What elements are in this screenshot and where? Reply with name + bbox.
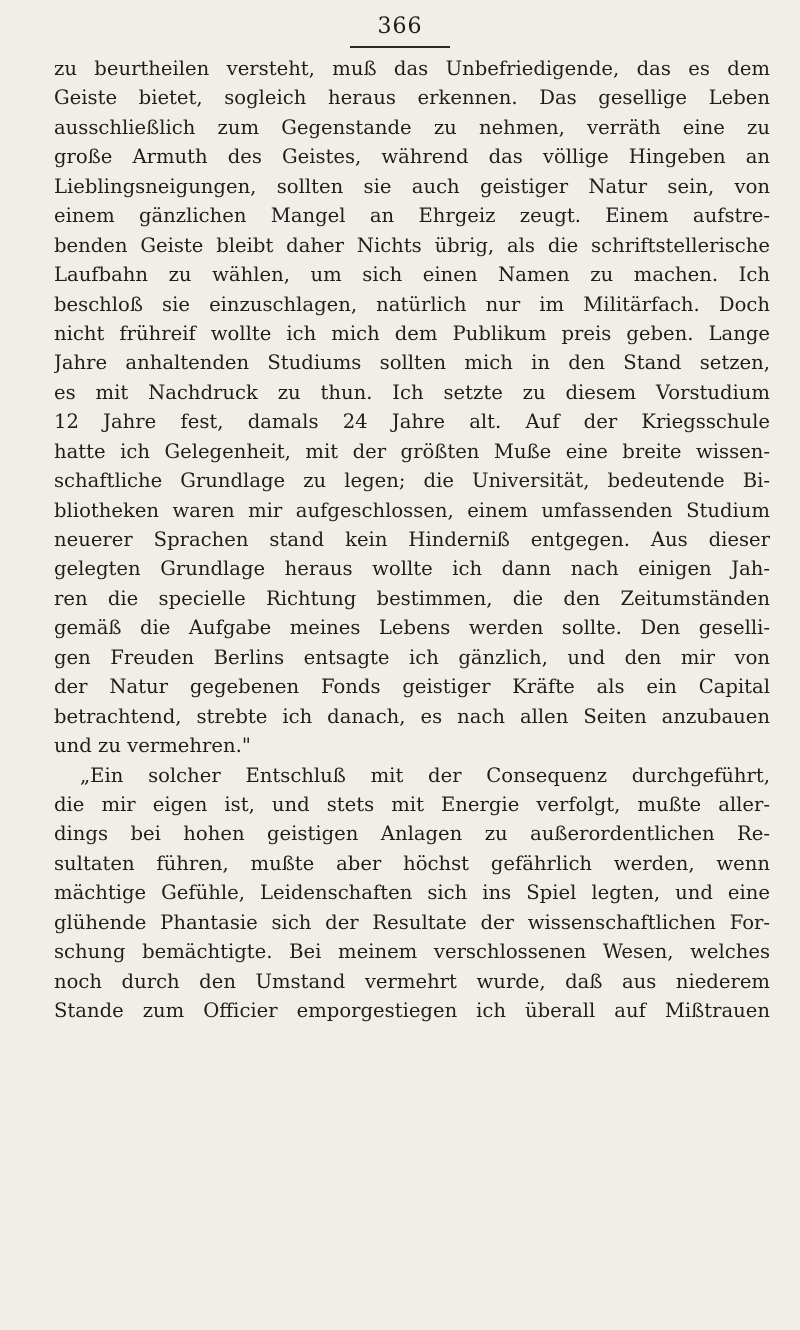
text-line: es mit Nachdruck zu thun. Ich setzte zu diesem Vorstudium <box>54 380 770 404</box>
text-line: neuerer Sprachen stand kein Hinderniß entgegen. Aus dieser <box>54 528 770 551</box>
text-line: hatte ich Gelegenheit, mit der größten Muße eine breite wissen- <box>54 439 770 463</box>
text-line: Laufbahn zu wählen, um sich einen Namen zu machen. Ich <box>54 263 770 287</box>
text-line: der Natur gegebenen Fonds geistiger Kräfte als ein Capital <box>54 675 770 699</box>
text-line: betrachtend, strebte ich danach, es nach allen Seiten anzubauen <box>54 704 770 728</box>
text-line: die mir eigen ist, und stets mit Energie verfolgt, mußte aller- <box>54 792 770 816</box>
text-line: 12 Jahre fest, damals 24 Jahre alt. Auf der Kriegsschule <box>54 410 770 434</box>
text-line: noch durch den Umstand vermehrt wurde, daß aus niederem <box>54 969 770 993</box>
text-line: gelegten Grundlage heraus wollte ich dann nach einigen Jah- <box>54 557 770 581</box>
text-line: glühende Phantasie sich der Resultate der wissenschaftlichen For- <box>54 910 770 934</box>
text-line: mächtige Gefühle, Leidenschaften sich ins Spiel legten, und eine <box>54 881 770 905</box>
text-line: gemäß die Aufgabe meines Lebens werden sollte. Den geselli- <box>54 616 770 640</box>
text-line: „Ein solcher Entschluß mit der Consequenz durchgeführt, <box>80 763 770 787</box>
text-line: Stande zum Officier emporgestiegen ich überall auf Mißtrauen <box>54 999 770 1022</box>
text-line: schaftliche Grundlage zu legen; die Universität, bedeutende Bi- <box>54 469 770 493</box>
page-number-underline <box>350 46 450 48</box>
body-text <box>54 54 770 1025</box>
text-line: Lieblingsneigungen, sollten sie auch geistiger Natur sein, von <box>54 174 770 198</box>
page-number: 366 <box>377 14 423 39</box>
text-line: benden Geiste bleibt daher Nichts übrig, als die schriftstellerische <box>54 233 770 257</box>
text-line: schung bemächtigte. Bei meinem verschlossenen Wesen, welches <box>54 940 770 964</box>
text-line: Geiste bietet, sogleich heraus erkennen. Das gesellige Leben <box>54 86 770 110</box>
text-line: ren die specielle Richtung bestimmen, die den Zeitumständen <box>54 586 770 610</box>
text-line: gen Freuden Berlins entsagte ich gänzlich, und den mir von <box>54 645 770 669</box>
text-line: ausschließlich zum Gegenstande zu nehmen, verräth eine zu <box>54 115 770 139</box>
text-line: und zu vermehren." <box>54 734 251 758</box>
text-line: sultaten führen, mußte aber höchst gefährlich werden, wenn <box>54 851 770 875</box>
text-line: beschloß sie einzuschlagen, natürlich nur im Militärfach. Doch <box>54 292 770 316</box>
text-line: Jahre anhaltenden Studiums sollten mich in den Stand setzen, <box>54 351 770 375</box>
text-line: dings bei hohen geistigen Anlagen zu außerordentlichen Re- <box>54 822 770 846</box>
text-line: nicht frühreif wollte ich mich dem Publikum preis geben. Lange <box>54 321 770 345</box>
text-line: große Armuth des Geistes, während das völlige Hingeben an <box>54 145 770 169</box>
text-line: einem gänzlichen Mangel an Ehrgeiz zeugt. Einem aufstre- <box>54 204 770 228</box>
text-line: bliotheken waren mir aufgeschlossen, einem umfassenden Studium <box>54 498 770 522</box>
text-line: zu beurtheilen versteht, muß das Unbefriedigende, das es dem <box>54 57 770 80</box>
